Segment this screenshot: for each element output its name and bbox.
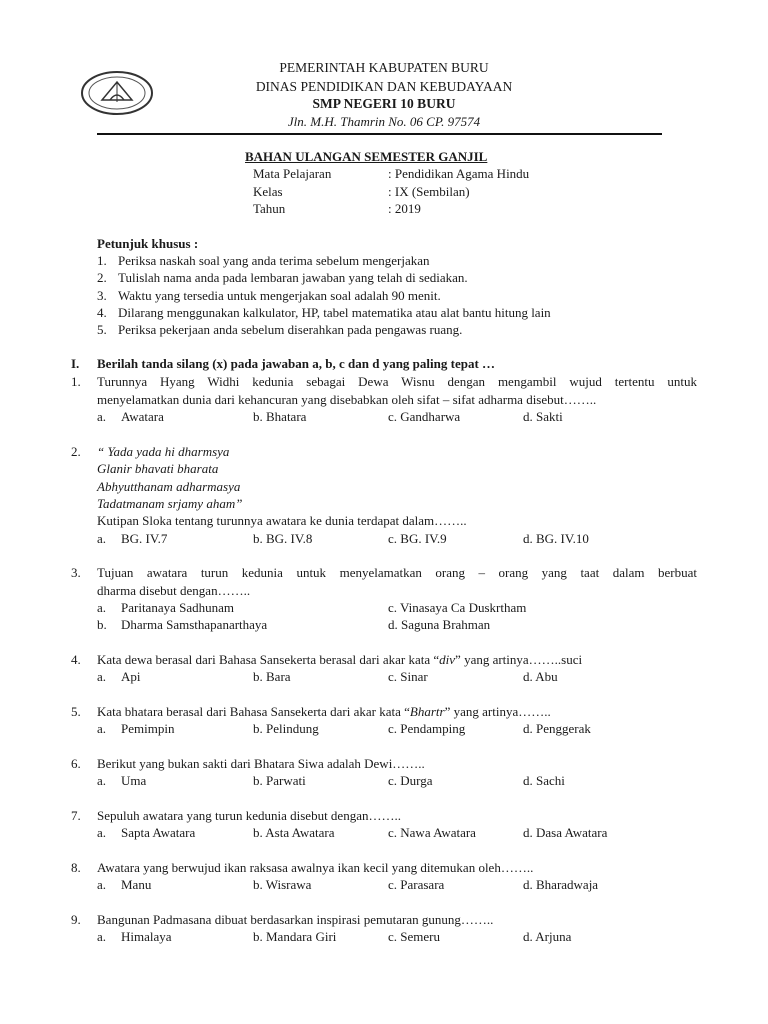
option-b: b. BG. IV.8: [253, 531, 313, 546]
instruction-text: Tulislah nama anda pada lembaran jawaban yang telah di sediakan.: [118, 270, 468, 285]
instructions-heading: Petunjuk khusus :: [97, 236, 199, 251]
option-b: b. Bara: [253, 669, 291, 684]
sloka-line: Tadatmanam srjamy aham”: [97, 496, 243, 511]
school-address: Jln. M.H. Thamrin No. 06 CP. 97574: [287, 114, 481, 129]
info-value: : IX (Sembilan): [388, 184, 470, 199]
question-text-pre: Kata dewa berasal dari Bahasa Sansekerta berasal dari akar kata “: [97, 652, 440, 667]
instruction-num: 1.: [97, 253, 107, 268]
sloka-line: “ Yada yada hi dharmsya: [97, 444, 230, 459]
option-d: d. Abu: [523, 669, 558, 684]
option-c: c. Vinasaya Ca Duskrtham: [388, 600, 527, 615]
option-c: c. Parasara: [388, 877, 445, 892]
question-text: [97, 652, 582, 668]
exam-title: BAHAN ULANGAN SEMESTER GANJIL: [245, 149, 488, 164]
option-a: Sapta Awatara: [121, 825, 196, 840]
option-c: c. BG. IV.9: [388, 531, 447, 546]
question-text: Sepuluh awatara yang turun kedunia disebut dengan……..: [97, 808, 401, 823]
option-label-a: a.: [97, 929, 107, 944]
question-text: Bangunan Padmasana dibuat berdasarkan inspirasi pemutaran gunung……..: [97, 912, 494, 927]
instruction-text: Periksa pekerjaan anda sebelum diserahkan pada pengawas ruang.: [118, 322, 463, 337]
question-text: Tujuan awatara turun kedunia untuk menyelamatkan orang – orang yang taat dalam berbuat: [97, 565, 697, 580]
sloka-line: Abhyutthanam adharmasya: [97, 479, 241, 494]
question-text-pre: Kata bhatara berasal dari Bahasa Sansekerta dari akar kata “: [97, 704, 410, 719]
option-a: BG. IV.7: [121, 531, 168, 546]
option-b: b. Asta Awatara: [253, 825, 335, 840]
question-text: menyelamatkan dunia dari kehancuran yang disebabkan oleh sifat – sifat adharma disebut……..: [97, 392, 597, 407]
option-d: d. Saguna Brahman: [388, 617, 491, 632]
instruction-num: 2.: [97, 270, 107, 285]
option-a: Uma: [121, 773, 147, 788]
option-d: d. BG. IV.10: [523, 531, 589, 546]
option-label-a: a.: [97, 409, 107, 424]
school-name: SMP NEGERI 10 BURU: [312, 96, 456, 111]
question-text: Turunnya Hyang Widhi kedunia sebagai Dewa Wisnu dengan mengambil wujud tertentu untuk: [97, 374, 697, 389]
question-text-post: ” yang artinya……..suci: [455, 652, 583, 667]
instruction-text: Periksa naskah soal yang anda terima sebelum mengerjakan: [118, 253, 430, 268]
option-b: Dharma Samsthapanarthaya: [121, 617, 268, 632]
info-label: Tahun: [253, 201, 286, 216]
option-label-b: b.: [97, 617, 107, 632]
option-label-a: a.: [97, 825, 107, 840]
option-d: d. Sakti: [523, 409, 563, 424]
option-label-a: a.: [97, 773, 107, 788]
question-text: dharma disebut dengan……..: [97, 583, 251, 598]
instruction-num: 4.: [97, 305, 107, 320]
option-a: Paritanaya Sadhunam: [121, 600, 234, 615]
info-value: : 2019: [388, 201, 421, 216]
option-a: Awatara: [121, 409, 164, 424]
option-d: d. Dasa Awatara: [523, 825, 608, 840]
question-number: 2.: [71, 444, 81, 459]
option-a: Manu: [121, 877, 152, 892]
option-a: Himalaya: [121, 929, 172, 944]
option-label-a: a.: [97, 600, 107, 615]
question-number: 7.: [71, 808, 81, 823]
option-b: b. Bhatara: [253, 409, 307, 424]
option-c: c. Pendamping: [388, 721, 466, 736]
option-d: d. Arjuna: [523, 929, 572, 944]
instruction-num: 3.: [97, 288, 107, 303]
question-number: 9.: [71, 912, 81, 927]
option-label-a: a.: [97, 669, 107, 684]
letterhead-divider: [97, 133, 662, 135]
question-text-post: ” yang artinya……..: [444, 704, 551, 719]
option-a: Pemimpin: [121, 721, 175, 736]
question-number: 6.: [71, 756, 81, 771]
section-title: Berilah tanda silang (x) pada jawaban a, b, c dan d yang paling tepat …: [97, 356, 496, 371]
sloka-line: Glanir bhavati bharata: [97, 461, 219, 476]
question-text: Awatara yang berwujud ikan raksasa awalnya ikan kecil yang ditemukan oleh……..: [97, 860, 534, 875]
option-a: Api: [121, 669, 141, 684]
dept-heading: DINAS PENDIDIKAN DAN KEBUDAYAAN: [255, 79, 513, 94]
option-label-a: a.: [97, 877, 107, 892]
question-number: 5.: [71, 704, 81, 719]
option-d: d. Bharadwaja: [523, 877, 599, 892]
info-value: : Pendidikan Agama Hindu: [388, 166, 530, 181]
info-label: Mata Pelajaran: [253, 166, 332, 181]
instruction-text: Waktu yang tersedia untuk mengerjakan soal adalah 90 menit.: [118, 288, 441, 303]
sanskrit-term: div: [439, 652, 456, 667]
option-label-a: a.: [97, 531, 107, 546]
question-text: [97, 704, 551, 720]
gov-heading: PEMERINTAH KABUPATEN BURU: [279, 60, 489, 75]
sanskrit-term: Bhartr: [409, 704, 445, 719]
question-text: Berikut yang bukan sakti dari Bhatara Siwa adalah Dewi……..: [97, 756, 425, 771]
option-d: d. Penggerak: [523, 721, 591, 736]
section-number: I.: [71, 356, 80, 371]
option-d: d. Sachi: [523, 773, 565, 788]
instruction-text: Dilarang menggunakan kalkulator, HP, tabel matematika atau alat bantu hitung lain: [118, 305, 551, 320]
option-c: c. Nawa Awatara: [388, 825, 476, 840]
option-b: b. Wisrawa: [253, 877, 312, 892]
instruction-num: 5.: [97, 322, 107, 337]
option-c: c. Durga: [388, 773, 433, 788]
option-b: b. Mandara Giri: [253, 929, 337, 944]
option-c: c. Gandharwa: [388, 409, 461, 424]
option-c: c. Sinar: [388, 669, 428, 684]
option-b: b. Pelindung: [253, 721, 319, 736]
option-c: c. Semeru: [388, 929, 440, 944]
question-number: 4.: [71, 652, 81, 667]
question-number: 1.: [71, 374, 81, 389]
option-b: b. Parwati: [253, 773, 306, 788]
info-label: Kelas: [253, 184, 283, 199]
option-label-a: a.: [97, 721, 107, 736]
question-number: 3.: [71, 565, 81, 580]
question-number: 8.: [71, 860, 81, 875]
question-text: Kutipan Sloka tentang turunnya awatara ke dunia terdapat dalam……..: [97, 513, 467, 528]
